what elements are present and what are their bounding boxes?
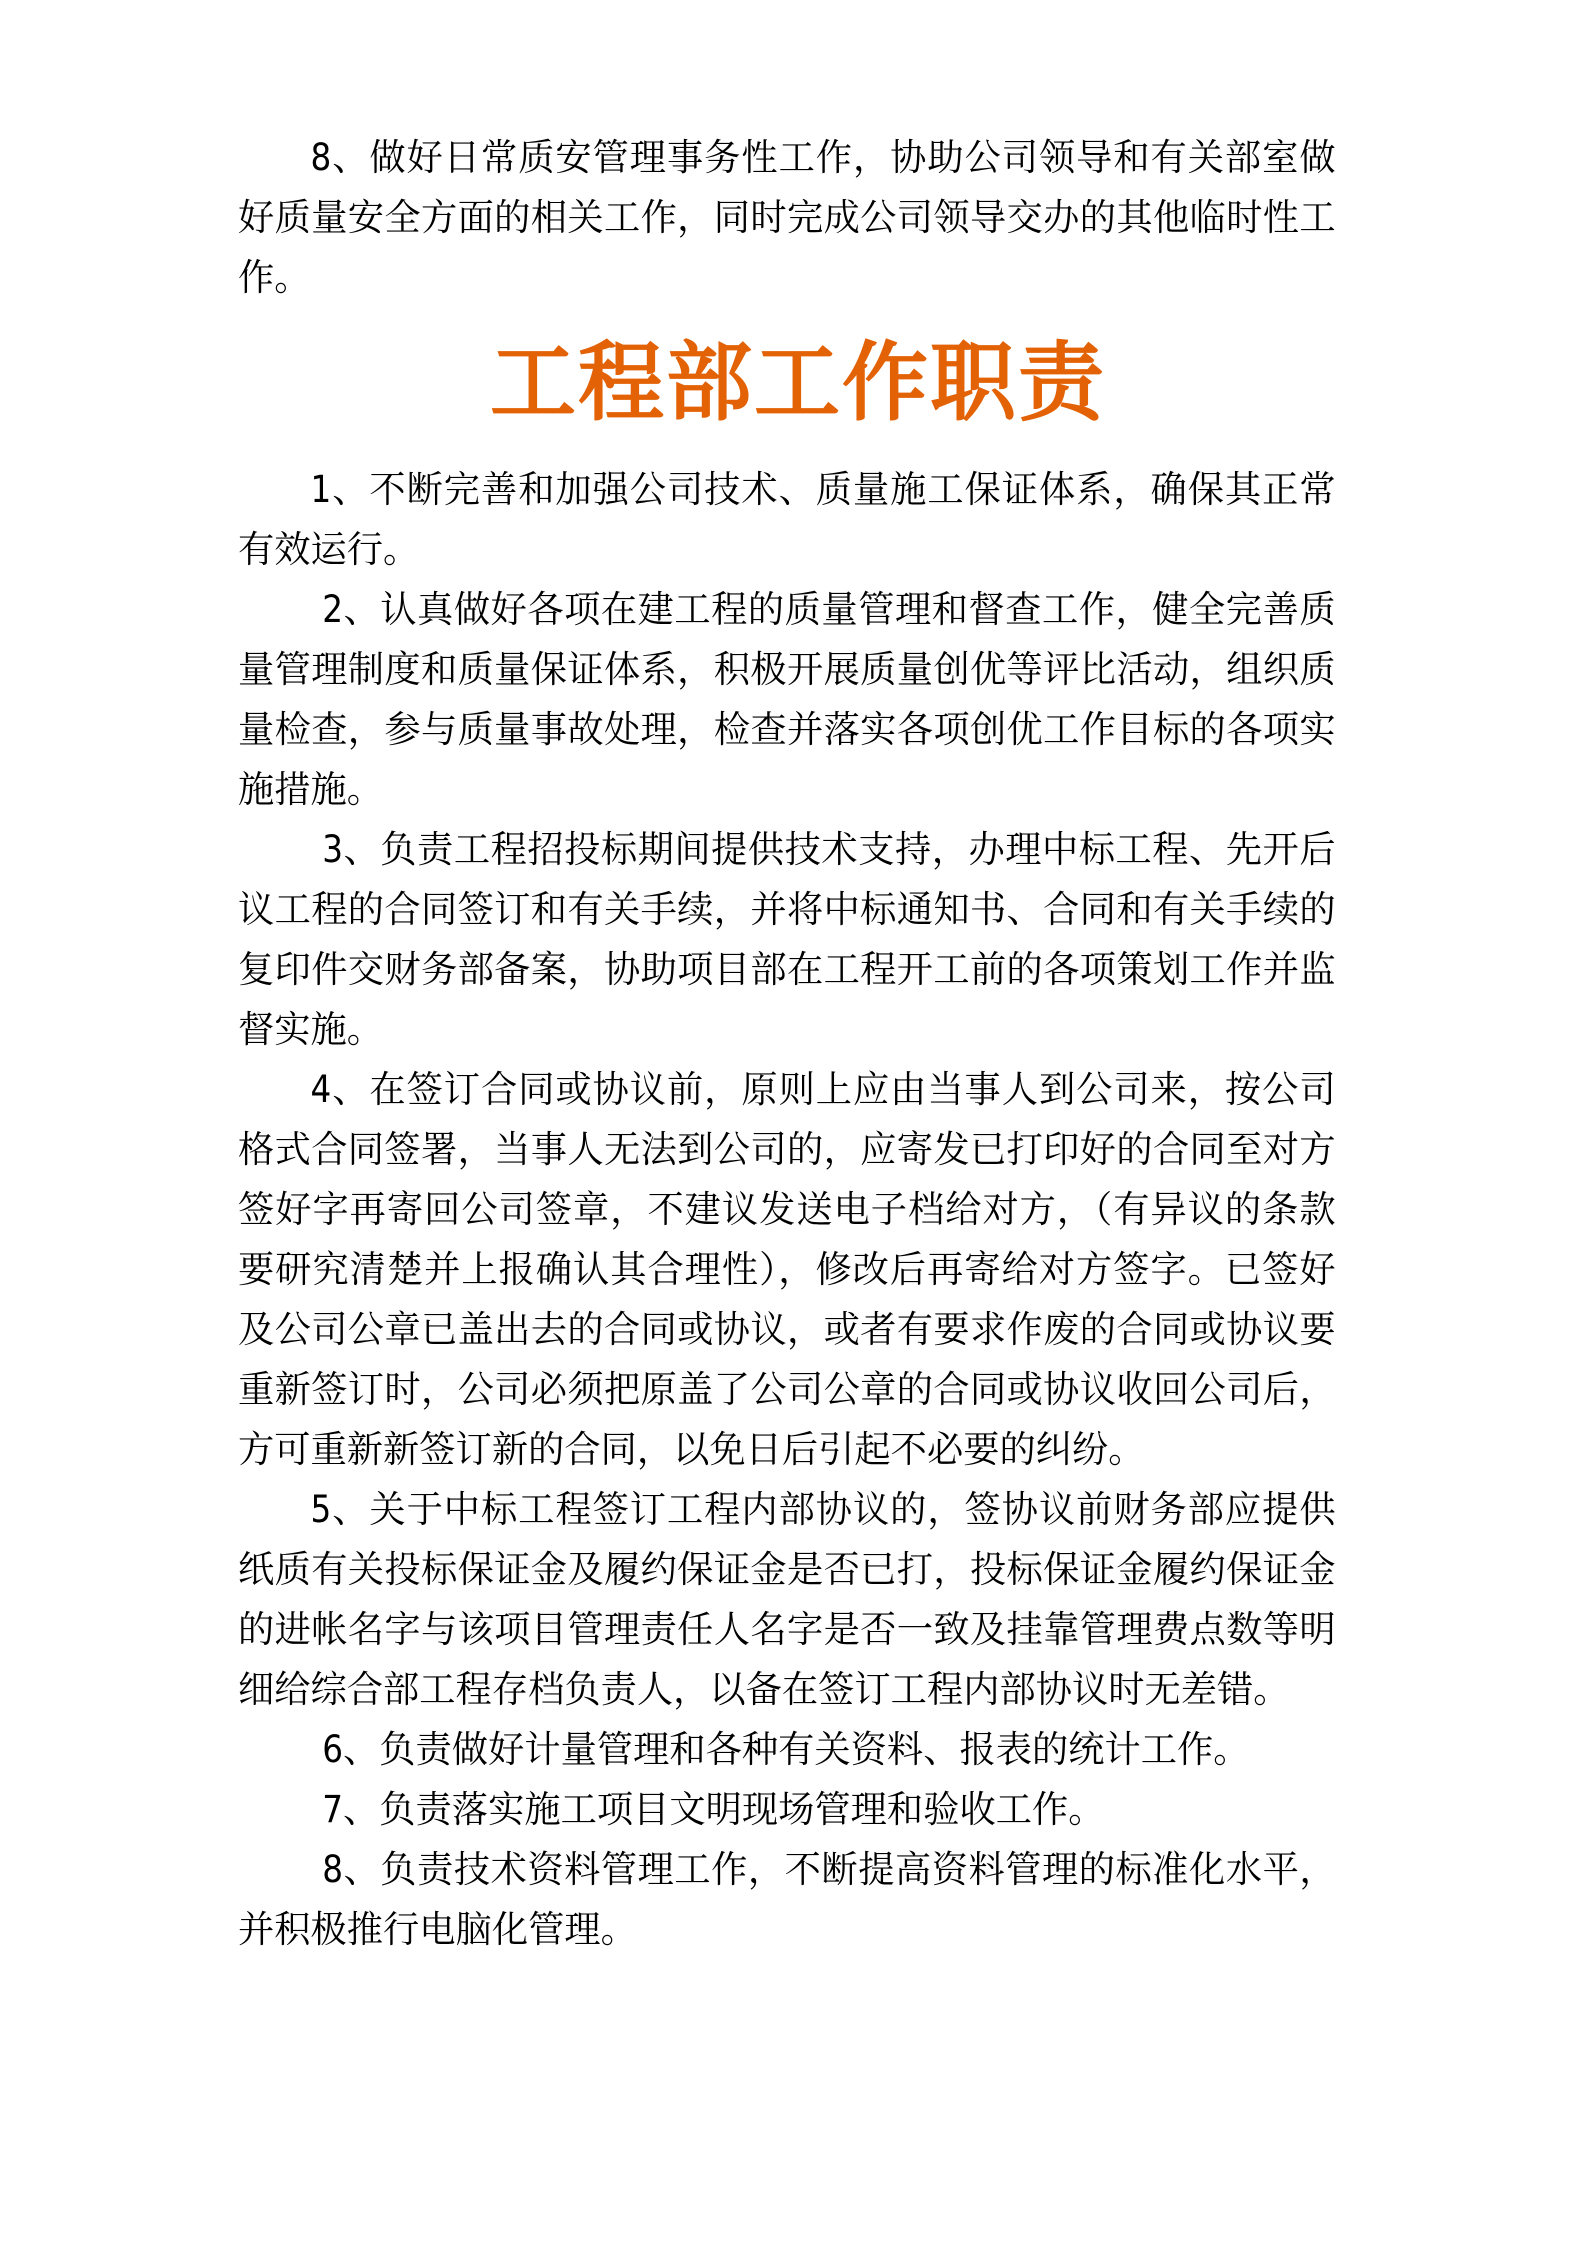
continued-paragraph-item-8: 8、做好日常质安管理事务性工作，协助公司领导和有关部室做好质量安全方面的相关工作，同时完成公司领导交办的其他临时性工作。	[238, 136, 1336, 299]
responsibility-item-4: 4、在签订合同或协议前，原则上应由当事人到公司来，按公司格式合同签署，当事人无法到公司的，应寄发已打印好的合同至对方签好字再寄回公司签章，不建议发送电子档给对方，（有异议的条款要研究清楚并上报确认其合理性），修改后再寄给对方签字。已签好及公司公章已盖出去的合同或协议，或者有要求作废的合同或协议要重新签订时，公司必须把原盖了公司公章的合同或协议收回公司后，方可重新新签订新的合同，以免日后引起不必要的纠纷。	[238, 1068, 1336, 1471]
responsibility-item-3: 3、负责工程招投标期间提供技术支持，办理中标工程、先开后议工程的合同签订和有关手续，并将中标通知书、合同和有关手续的复印件交财务部备案，协助项目部在工程开工前的各项策划工作并监督实施。	[238, 828, 1336, 1051]
document-content	[238, 128, 1358, 1960]
responsibility-item-5: 5、关于中标工程签订工程内部协议的，签协议前财务部应提供纸质有关投标保证金及履约保证金是否已打，投标保证金履约保证金的进帐名字与该项目管理责任人名字是否一致及挂靠管理费点数等明细给综合部工程存档负责人，以备在签订工程内部协议时无差错。	[238, 1488, 1336, 1711]
responsibility-item-1: 1、不断完善和加强公司技术、质量施工保证体系，确保其正常有效运行。	[238, 468, 1336, 571]
page-title: 工程部工作职责	[490, 333, 1106, 433]
responsibility-item-2: 2、认真做好各项在建工程的质量管理和督查工作，健全完善质量管理制度和质量保证体系，积极开展质量创优等评比活动，组织质量检查，参与质量事故处理，检查并落实各项创优工作目标的各项实施措施。	[238, 588, 1336, 811]
responsibility-item-7: 7、负责落实施工项目文明现场管理和验收工作。	[322, 1788, 1105, 1831]
responsibility-item-8: 8、负责技术资料管理工作，不断提高资料管理的标准化水平，并积极推行电脑化管理。	[238, 1848, 1336, 1951]
responsibility-item-6: 6、负责做好计量管理和各种有关资料、报表的统计工作。	[322, 1728, 1250, 1771]
